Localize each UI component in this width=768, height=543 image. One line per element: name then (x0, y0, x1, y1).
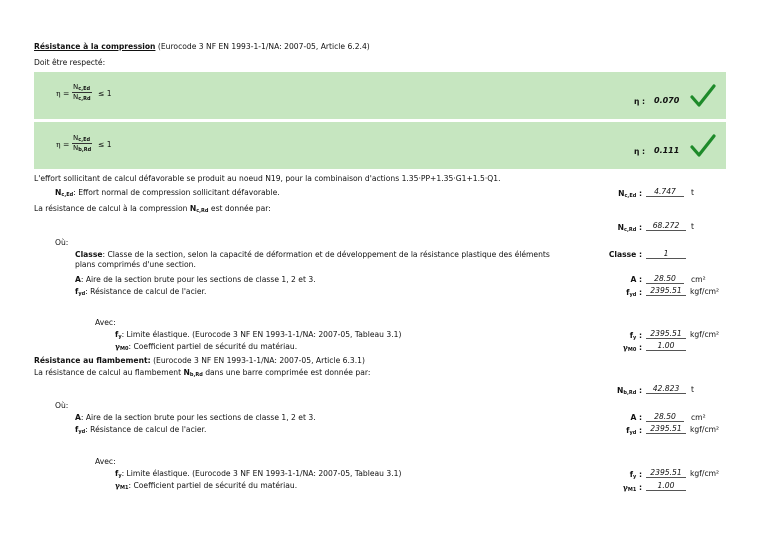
compression-reference: (Eurocode 3 NF EN 1993-1-1/NA: 2007-05, Article 6.2.4) (157, 42, 370, 51)
area-description-2: A: Aire de la section brute pour les sections de classe 1, 2 et 3. (75, 413, 316, 422)
fyd-value-2: 2395.51 (646, 424, 686, 434)
fyd-value-1: 2395.51 (646, 286, 686, 296)
ou-label-1: Où: (55, 238, 69, 247)
area-unit-1: cm² (691, 275, 706, 284)
fyd-description-1: $f_{yd}$: Résistance de calcul de l'acier. (75, 287, 207, 297)
gm1-label: $\gamma_{M1}$ : (622, 483, 642, 493)
nbrd-value: 42.823 (646, 384, 686, 394)
effort-sentence: L'effort sollicitant de calcul défavorable se produit au noeud N19, pour la combinaison d'actions 1.35·PP+1.35·G1+1.5·Q1. (34, 174, 501, 183)
fy-unit-1: kgf/cm² (690, 330, 720, 339)
fyd-label-2: $f_{yd}$ : (626, 426, 642, 436)
buckling-heading-line (34, 356, 365, 365)
ncrd-label: $N_{c,Rd}$ : (617, 223, 642, 233)
checkmark-icon (690, 84, 716, 108)
classe-description-2: plans comprimés d'une section. (75, 260, 196, 269)
fraction-2: $\frac{N_{c,Ed}}{N_{b,Rd}}$ (73, 134, 92, 153)
nbrd-unit: t (691, 385, 694, 394)
gm1-value: 1.00 (646, 481, 686, 491)
ncrd-sentence: La résistance de calcul à la compression $N_{c,Rd}$ est donnée par: (34, 204, 271, 214)
compression-heading-line (34, 42, 370, 51)
fy-label-1: $f_y$ : (629, 331, 642, 341)
nbrd-sentence: La résistance de calcul au flambement $N_{b,Rd}$ dans une barre comprimée est donnée par: (34, 368, 371, 378)
classe-label: Classe : (608, 250, 642, 259)
ned-unit: t (691, 188, 694, 197)
area-value-1: 28.50 (646, 274, 684, 284)
area-label-2: A : (630, 413, 642, 422)
nbrd-label: $N_{b,Rd}$ : (617, 386, 642, 396)
must-respect-text: Doit être respecté: (34, 58, 106, 67)
eta-value-1: 0.070 (654, 96, 680, 105)
fyd-label-1: $f_{yd}$ : (626, 288, 642, 298)
check-box-2: η = $\frac{N_{c,Ed}}{N_{b,Rd}}$ ≤ 1 η : 0.111 (34, 122, 726, 169)
checkmark-icon (690, 134, 716, 158)
classe-value: 1 (646, 249, 686, 259)
ned-value: 4.747 (646, 187, 684, 197)
gm0-description: $\gamma_{M0}$: Coefficient partiel de sécurité du matériau. (115, 342, 298, 352)
avec-label-2: Avec: (95, 457, 116, 466)
eta-value-2: 0.111 (654, 146, 680, 155)
gm0-label: $\gamma_{M0}$ : (622, 343, 642, 353)
ned-label: $N_{c,Ed}$ : (618, 189, 642, 199)
check-box-1: η = $\frac{N_{c,Ed}}{N_{c,Rd}}$ ≤ 1 η : 0.070 (34, 72, 726, 119)
compression-heading: Résistance à la compression (34, 42, 156, 51)
fyd-unit-2: kgf/cm² (690, 425, 720, 434)
ncrd-value: 68.272 (646, 221, 686, 231)
gm0-value: 1.00 (646, 341, 686, 351)
fy-label-2: $f_y$ : (629, 470, 642, 480)
fraction-1: $\frac{N_{c,Ed}}{N_{c,Rd}}$ (73, 83, 91, 102)
avec-label-1: Avec: (95, 318, 116, 327)
ncrd-unit: t (691, 222, 694, 231)
ou-label-2: Où: (55, 401, 69, 410)
buckling-heading: Résistance au flambement: (34, 356, 151, 365)
area-value-2: 28.50 (646, 412, 684, 422)
area-unit-2: cm² (691, 413, 706, 422)
eta-label-1: η : (634, 97, 646, 106)
classe-description: Classe: Classe de la section, selon la capacité de déformation et de développement de la résistance plastique des éléments (75, 250, 550, 259)
fyd-unit-1: kgf/cm² (690, 287, 720, 296)
fy-unit-2: kgf/cm² (690, 469, 720, 478)
formula-1: η = (56, 89, 70, 98)
eta-label-2: η : (634, 147, 646, 156)
fy-description-1: $f_y$: Limite élastique. (Eurocode 3 NF EN 1993-1-1/NA: 2007-05, Tableau 3.1) (115, 330, 402, 340)
fy-value-2: 2395.51 (646, 468, 686, 478)
area-description-1: A: Aire de la section brute pour les sections de classe 1, 2 et 3. (75, 275, 316, 284)
ned-description: $N_{c,Ed}$: Effort normal de compression sollicitant défavorable. (55, 188, 280, 198)
gm1-description: $\gamma_{M1}$: Coefficient partiel de sécurité du matériau. (115, 481, 298, 491)
area-label-1: A : (630, 275, 642, 284)
fy-value-1: 2395.51 (646, 329, 686, 339)
buckling-reference: (Eurocode 3 NF EN 1993-1-1/NA: 2007-05, Article 6.3.1) (153, 356, 365, 365)
fy-description-2: $f_y$: Limite élastique. (Eurocode 3 NF EN 1993-1-1/NA: 2007-05, Tableau 3.1) (115, 469, 402, 479)
fyd-description-2: $f_{yd}$: Résistance de calcul de l'acier. (75, 425, 207, 435)
